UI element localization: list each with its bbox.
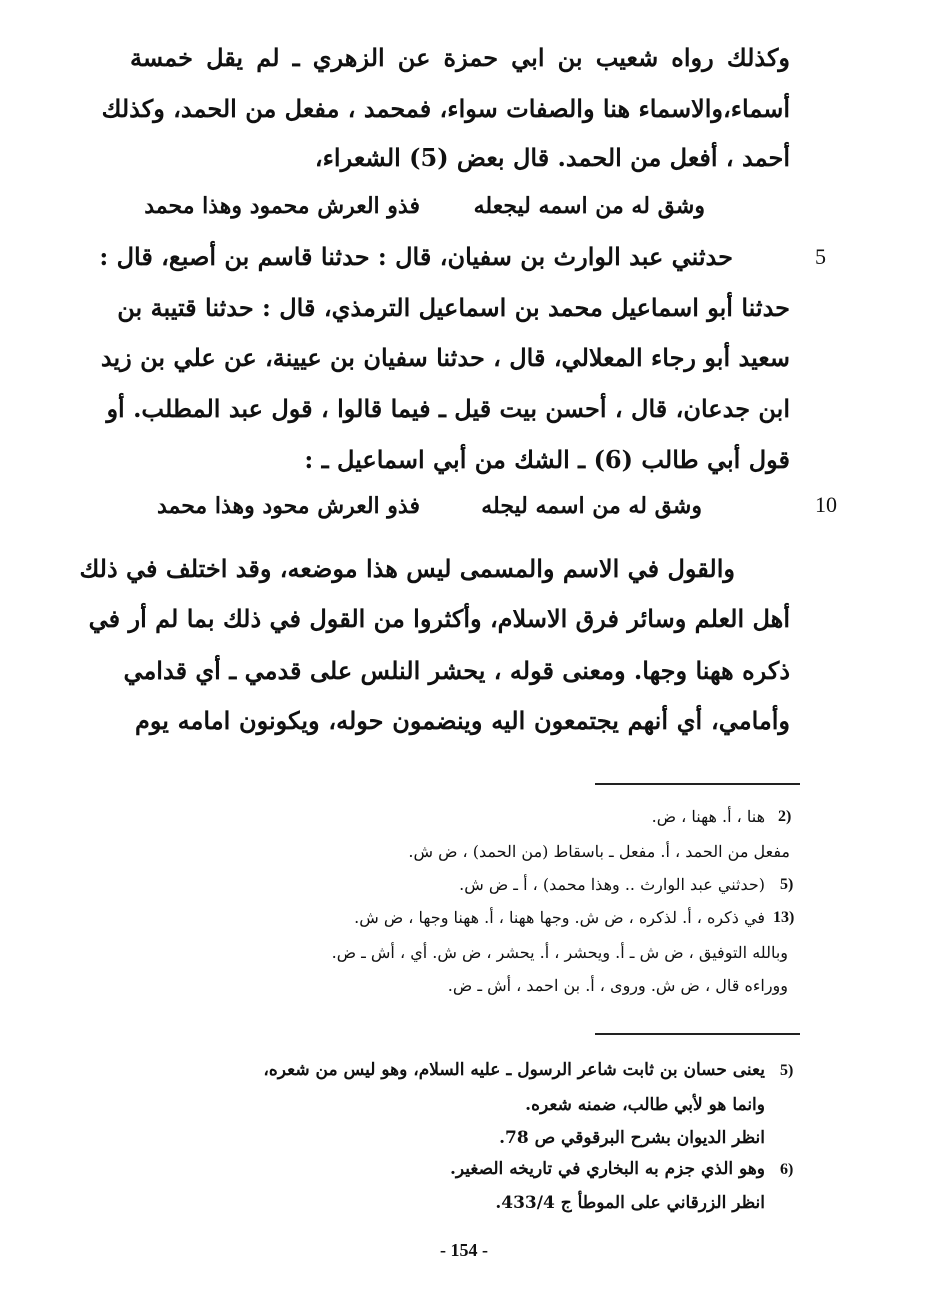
page-number: - 154 -	[440, 1240, 488, 1260]
footnote-number: 6)	[780, 1161, 794, 1178]
text-line: أحمد ، أفعل من الحمد. قال بعض (5) الشعراء،	[314, 143, 790, 172]
text-line: حدثنا أبو اسماعيل محمد بن اسماعيل الترمذي، قال : حدثنا قتيبة بن	[117, 293, 790, 322]
variant-note: ووراءه قال ، ض ش. وروى ، أ. بن احمد ، أش ـ ض.	[447, 976, 788, 995]
text-line: ذكره ههنا وجها. ومعنى قوله ، يحشر النلس على قدمي ـ أي قدامي	[123, 656, 790, 685]
text-line: حدثني عبد الوارث بن سفيان، قال : حدثنا قاسم بن أصبع، قال :	[99, 242, 733, 271]
verse-hemistich-left: فذو العرش محمود وهذا محمد	[144, 193, 420, 219]
text-line: وكذلك رواه شعيب بن ابي حمزة عن الزهري ـ لم يقل خمسة	[130, 43, 790, 72]
variant-note: (حدثني عبد الوارث .. وهذا محمد) ، أ ـ ض ش.	[459, 875, 765, 894]
line-number: 5	[815, 244, 826, 269]
variant-number: 13)	[773, 909, 795, 926]
line-number: 10	[815, 492, 837, 517]
footnote-text: وهو الذي جزم به البخاري في تاريخه الصغير.	[450, 1159, 765, 1179]
verse-hemistich-right: وشق له من اسمه ليجعله	[473, 193, 705, 219]
variant-number: 2)	[778, 808, 792, 825]
variant-note: في ذكره ، أ. لذكره ، ض ش. وجها ههنا ، أ. ههنا وجها ، ض ش.	[354, 908, 765, 927]
text-line: قول أبي طالب (6) ـ الشك من أبي اسماعيل ـ :	[304, 445, 790, 474]
footnote-divider	[595, 783, 800, 785]
variant-note: وبالله التوفيق ، ض ش ـ أ. ويحشر ، أ. يحشر ، ض ش. أي ، أش ـ ض.	[331, 943, 788, 962]
text-line: ابن جدعان، قال ، أحسن بيت قيل ـ فيما قالوا ، قول عبد المطلب. أو	[106, 394, 790, 423]
footnote-text: انظر الديوان بشرح البرقوقي ص 78.	[499, 1128, 765, 1148]
text-line: أسماء،والاسماء هنا والصفات سواء، فمحمد ، مفعل من الحمد، وكذلك	[101, 94, 790, 123]
text-line: سعيد أبو رجاء المعلالي، قال ، حدثنا سفيان بن عيينة، عن علي بن زيد	[100, 343, 790, 372]
verse-hemistich-left: فذو العرش محود وهذا محمد	[156, 493, 420, 519]
text-line: والقول في الاسم والمسمى ليس هذا موضعه، وقد اختلف في ذلك	[79, 554, 735, 583]
variant-note: مفعل من الحمد ، أ. مفعل ـ باسقاط (من الحمد) ، ض ش.	[408, 842, 790, 861]
verse-hemistich-right: وشق له من اسمه ليجله	[481, 493, 702, 519]
text-line: أهل العلم وسائر فرق الاسلام، وأكثروا من القول في ذلك بما لم أر في	[88, 604, 790, 633]
footnote-number: 5)	[780, 1062, 794, 1079]
footnote-text: يعنى حسان بن ثابت شاعر الرسول ـ عليه السلام، وهو ليس من شعره،	[263, 1060, 765, 1080]
footnote-divider	[595, 1033, 800, 1035]
footnote-text: انظر الزرقاني على الموطأ ج 433/4.	[495, 1193, 765, 1213]
variant-number: 5)	[780, 876, 794, 893]
text-line: وأمامي، أي أنهم يجتمعون اليه وينضمون حوله، ويكونون امامه يوم	[135, 706, 790, 735]
variant-note: هنا ، أ. ههنا ، ض.	[651, 807, 765, 826]
footnote-text: وانما هو لأبي طالب، ضمنه شعره.	[525, 1095, 765, 1115]
